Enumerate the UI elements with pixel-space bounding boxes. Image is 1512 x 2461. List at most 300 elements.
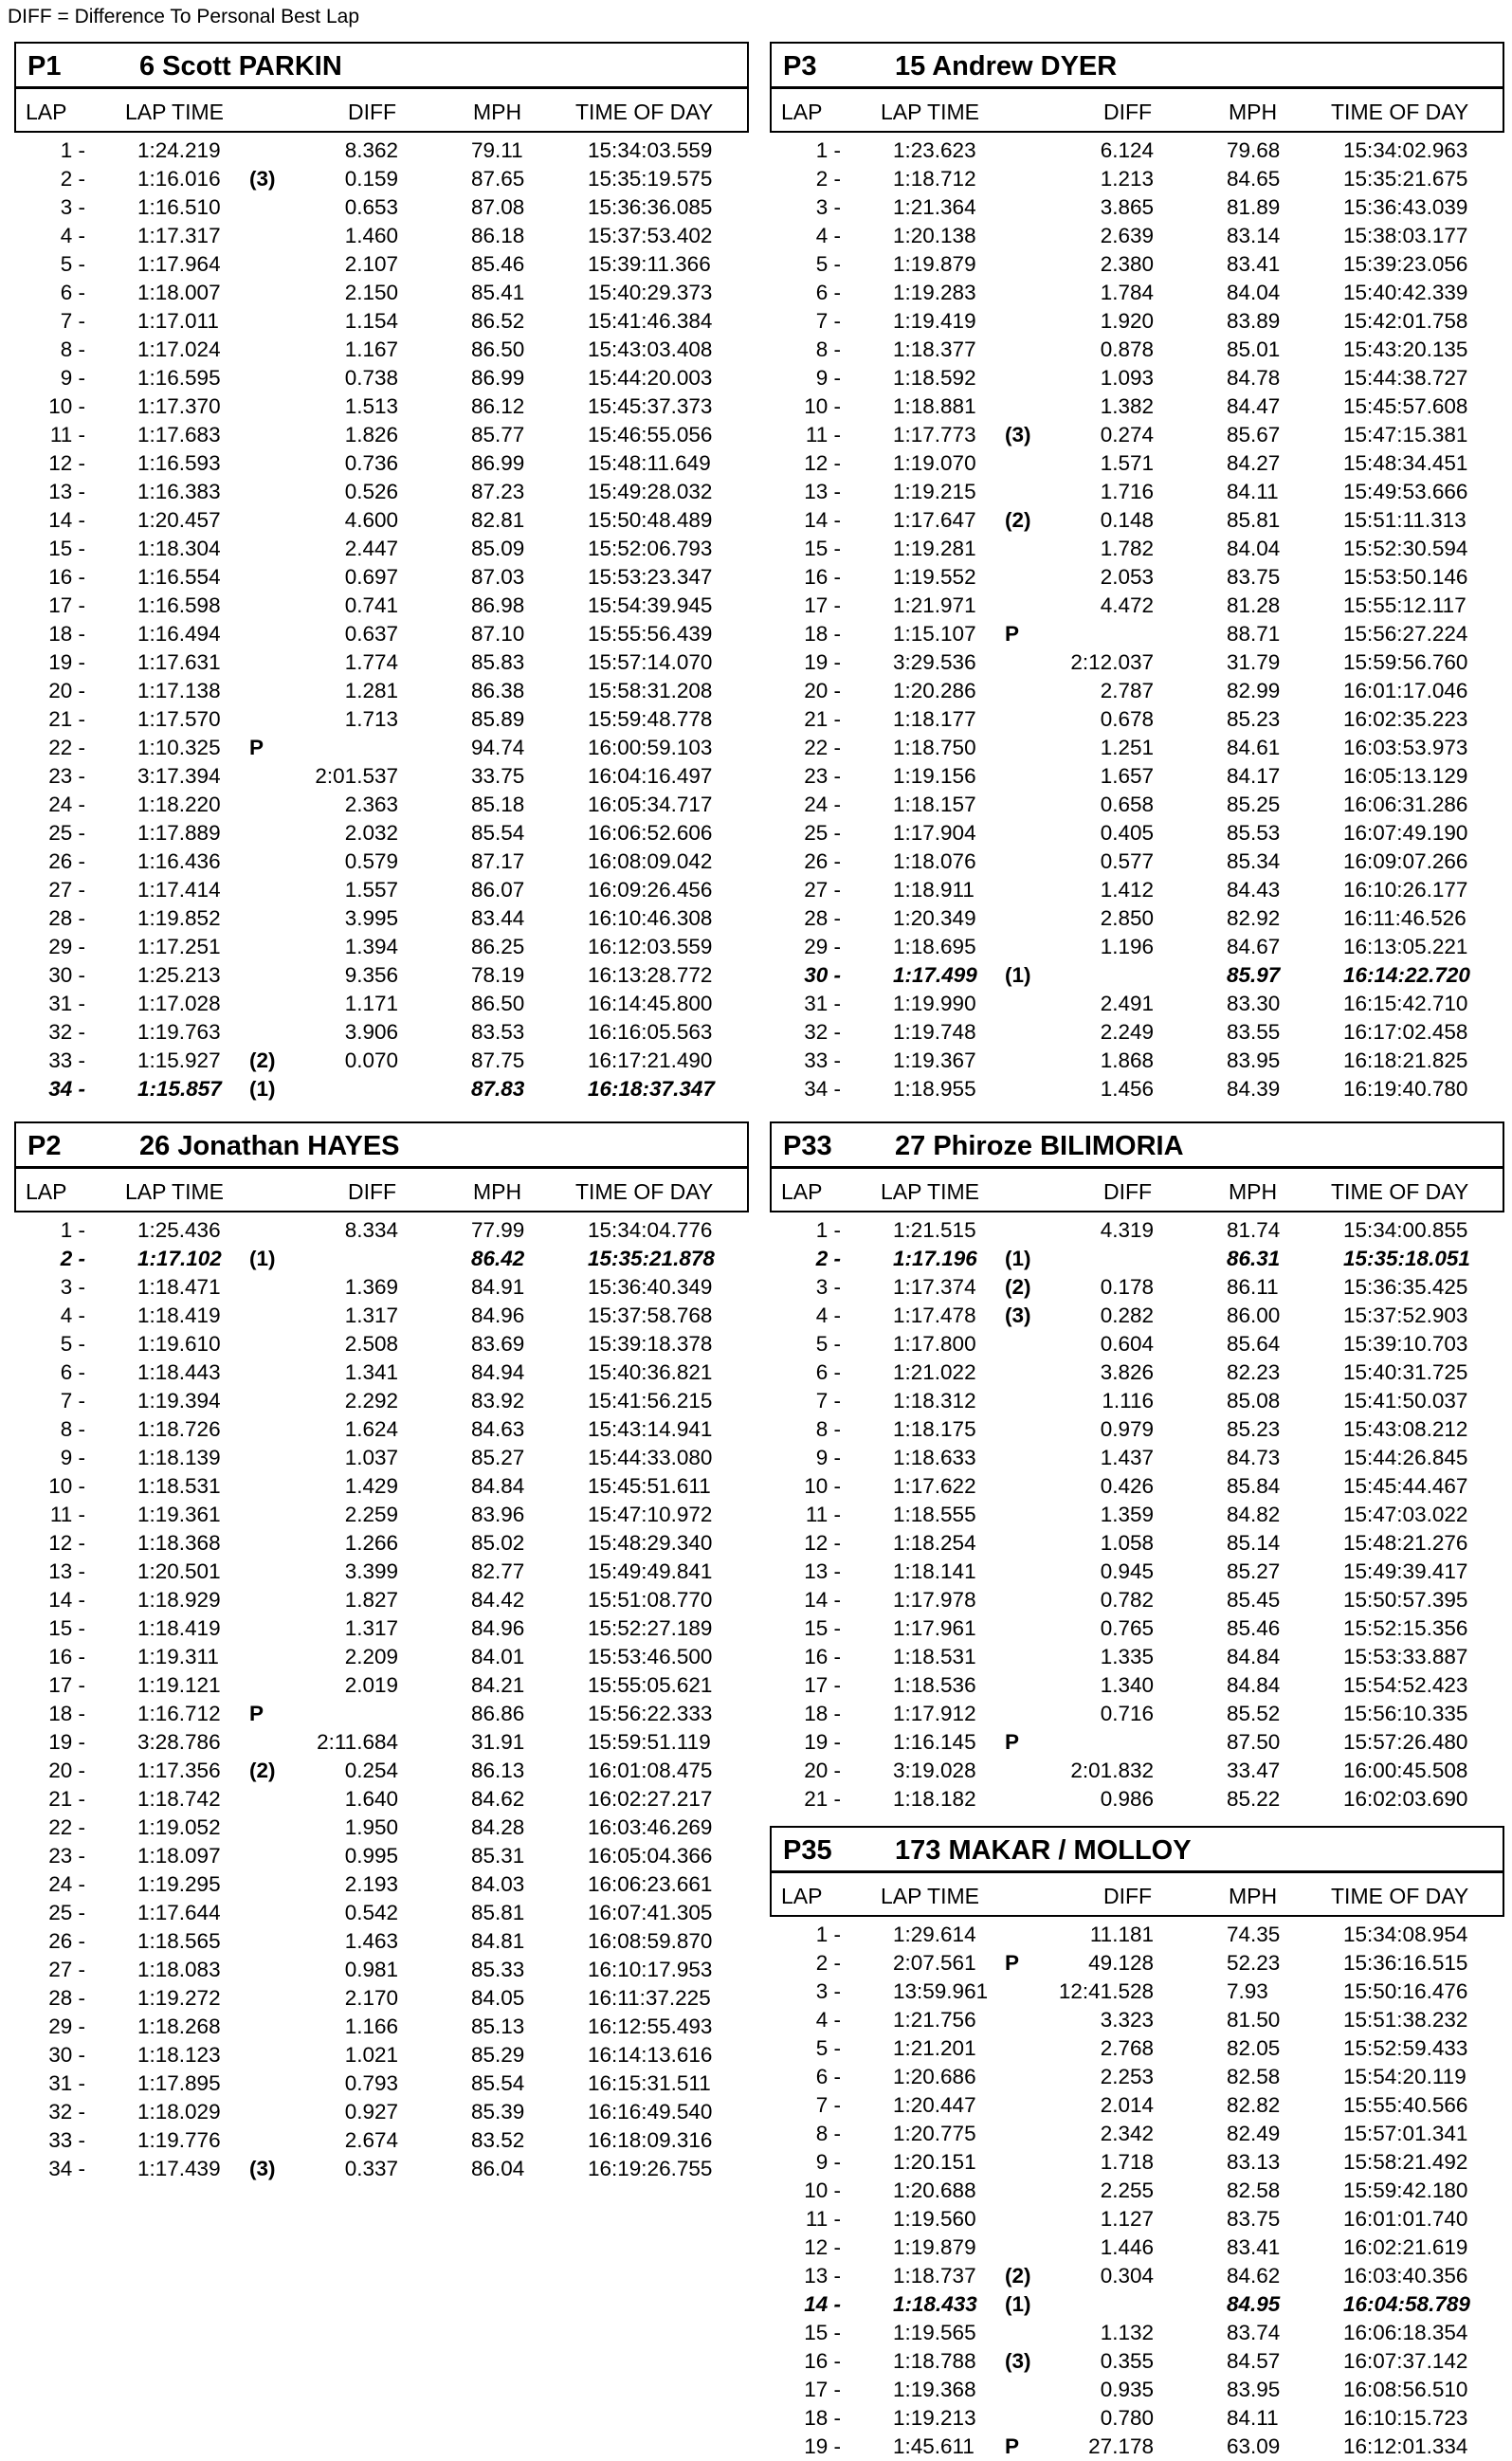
lap-number: 3 - (60, 1275, 85, 1299)
lap-number: 4 - (815, 1303, 841, 1327)
lap-number: 10 - (804, 2178, 841, 2202)
lap-time: 3:29.536 (893, 650, 976, 674)
lap-time-of-day: 15:54:39.945 (588, 593, 713, 617)
lap-time: 1:17.028 (137, 992, 221, 1015)
lap-diff: 2:12.037 (1070, 650, 1154, 674)
lap-diff: 3.323 (1100, 2008, 1154, 2032)
lap-time: 1:17.102 (137, 1247, 222, 1270)
lap-time: 1:19.121 (137, 1673, 221, 1697)
lap-diff: 0.793 (344, 2071, 398, 2095)
lap-diff: 1.557 (344, 878, 398, 902)
lap-time-of-day: 15:35:21.878 (588, 1247, 715, 1270)
lap-time-of-day: 15:57:26.480 (1343, 1730, 1468, 1754)
lap-time: 1:17.196 (893, 1247, 977, 1270)
lap-time: 1:16.712 (137, 1702, 221, 1725)
lap-time: 1:20.138 (893, 224, 976, 247)
lap-row (14, 677, 749, 705)
lap-time: 1:17.889 (137, 821, 221, 845)
lap-mph: 85.29 (471, 2043, 525, 2067)
lap-diff: 0.935 (1100, 2378, 1154, 2401)
lap-time: 1:18.175 (893, 1417, 976, 1441)
finishing-position: P2 (27, 1131, 62, 1161)
lap-number: 10 - (48, 394, 85, 418)
lap-time: 1:18.955 (893, 1077, 976, 1101)
lap-time-of-day: 15:51:38.232 (1343, 2008, 1468, 2032)
lap-row (770, 1978, 1504, 2006)
lap-mph: 82.58 (1227, 2178, 1281, 2202)
lap-diff: 0.653 (344, 195, 398, 219)
lap-time-of-day: 15:56:27.224 (1343, 622, 1468, 646)
lap-time-of-day: 15:34:03.559 (588, 138, 713, 162)
col-diff: DIFF (1103, 100, 1153, 124)
lap-mph: 85.97 (1227, 963, 1281, 987)
lap-diff: 4.600 (344, 508, 398, 532)
lap-time: 1:17.978 (893, 1588, 976, 1612)
lap-diff: 1.359 (1100, 1503, 1154, 1526)
lap-diff: 1.784 (1100, 281, 1154, 304)
lap-mph: 85.39 (471, 2100, 525, 2124)
lap-row (14, 762, 749, 791)
lap-number: 5 - (60, 252, 85, 276)
lap-time: 1:18.083 (137, 1958, 221, 1981)
lap-time: 1:21.022 (893, 1360, 976, 1384)
lap-diff: 0.945 (1100, 1559, 1154, 1583)
lap-number: 24 - (804, 793, 841, 816)
lap-number: 16 - (804, 2349, 841, 2373)
lap-time: 1:19.283 (893, 281, 976, 304)
lap-time-of-day: 15:39:11.366 (588, 252, 711, 276)
lap-diff: 2.363 (344, 793, 398, 816)
lap-time-of-day: 15:41:46.384 (588, 309, 713, 333)
lap-row (14, 1757, 749, 1785)
lap-diff: 0.979 (1100, 1417, 1154, 1441)
lap-mph: 86.25 (471, 935, 525, 958)
lap-time: 1:16.016 (137, 167, 221, 191)
lap-time: 1:16.145 (893, 1730, 976, 1754)
lap-time: 1:17.370 (137, 394, 221, 418)
lap-diff: 1.132 (1100, 2321, 1154, 2344)
lap-mph: 84.62 (471, 1787, 525, 1811)
lap-time-of-day: 15:35:21.675 (1343, 167, 1468, 191)
lap-diff: 0.159 (344, 167, 398, 191)
lap-row (770, 876, 1504, 904)
lap-flag: (2) (1005, 508, 1031, 532)
lap-mph: 85.02 (471, 1531, 525, 1555)
lap-diff: 1.369 (344, 1275, 398, 1299)
lap-mph: 85.01 (1227, 337, 1281, 361)
lap-row (770, 1472, 1504, 1501)
lap-number: 2 - (815, 167, 841, 191)
lap-mph: 87.03 (471, 565, 525, 589)
lap-row (770, 2433, 1504, 2461)
lap-number: 26 - (804, 849, 841, 873)
lap-diff: 1.093 (1100, 366, 1154, 390)
lap-time: 1:19.879 (893, 2235, 976, 2259)
lap-mph: 84.42 (471, 1588, 525, 1612)
lap-time: 1:18.097 (137, 1844, 221, 1868)
lap-mph: 87.23 (471, 480, 525, 503)
lap-diff: 2.259 (344, 1503, 398, 1526)
lap-number: 1 - (815, 138, 841, 162)
best-lap-row (770, 1245, 1504, 1273)
lap-time: 1:18.471 (137, 1275, 221, 1299)
lap-time-of-day: 15:46:55.056 (588, 423, 713, 447)
lap-time-of-day: 15:52:30.594 (1343, 537, 1468, 560)
lap-row (14, 1472, 749, 1501)
lap-diff: 1.058 (1100, 1531, 1154, 1555)
lap-diff: 2.170 (344, 1986, 398, 2010)
lap-mph: 87.75 (471, 1048, 525, 1072)
lap-number: 26 - (48, 849, 85, 873)
lap-diff: 1.716 (1100, 480, 1154, 503)
lap-number: 6 - (60, 1360, 85, 1384)
lap-time: 1:18.555 (893, 1503, 976, 1526)
lap-time: 1:18.157 (893, 793, 976, 816)
lap-time-of-day: 15:57:14.070 (588, 650, 713, 674)
lap-row (14, 2098, 749, 2126)
lap-time-of-day: 16:07:37.142 (1343, 2349, 1468, 2373)
lap-number: 11 - (49, 1503, 85, 1526)
lap-time: 1:18.531 (893, 1645, 976, 1668)
lap-time-of-day: 16:05:13.129 (1343, 764, 1468, 788)
lap-mph: 83.30 (1227, 992, 1281, 1015)
lap-row (770, 336, 1504, 364)
lap-time: 1:19.156 (893, 764, 976, 788)
lap-number: 16 - (48, 1645, 85, 1668)
lap-diff: 2.249 (1100, 1020, 1154, 1044)
lap-diff: 0.738 (344, 366, 398, 390)
lap-mph: 85.45 (1227, 1588, 1281, 1612)
lap-time-of-day: 16:03:40.356 (1343, 2264, 1468, 2288)
lap-number: 25 - (48, 821, 85, 845)
lap-number: 4 - (60, 224, 85, 247)
lap-diff: 0.986 (1100, 1787, 1154, 1811)
lap-diff: 0.274 (1100, 423, 1154, 447)
lap-time-of-day: 15:35:18.051 (1343, 1247, 1470, 1270)
lap-mph: 85.27 (471, 1446, 525, 1469)
lap-row (770, 279, 1504, 307)
lap-row (770, 2148, 1504, 2177)
lap-number: 13 - (804, 480, 841, 503)
lap-diff: 1.394 (344, 935, 398, 958)
lap-diff: 1.624 (344, 1417, 398, 1441)
lap-time-of-day: 15:37:53.402 (588, 224, 713, 247)
lap-number: 12 - (804, 1531, 841, 1555)
lap-row (770, 392, 1504, 421)
lap-row (770, 364, 1504, 392)
lap-time-of-day: 16:06:23.661 (588, 1872, 713, 1896)
lap-number: 7 - (815, 1389, 841, 1413)
lap-row (14, 165, 749, 193)
lap-mph: 81.74 (1227, 1218, 1281, 1242)
lap-mph: 85.18 (471, 793, 525, 816)
lap-time-of-day: 15:59:42.180 (1343, 2178, 1468, 2202)
lap-row (14, 705, 749, 734)
lap-mph: 84.84 (1227, 1673, 1281, 1697)
lap-time-of-day: 15:37:58.768 (588, 1303, 713, 1327)
lap-time: 1:17.356 (137, 1759, 221, 1782)
lap-number: 20 - (48, 679, 85, 702)
lap-number: 10 - (804, 1474, 841, 1498)
lap-time-of-day: 15:36:35.425 (1343, 1275, 1468, 1299)
col-time-of-day: TIME OF DAY (1331, 1884, 1469, 1908)
lap-mph: 79.68 (1227, 138, 1281, 162)
lap-time: 1:18.712 (893, 167, 976, 191)
driver-name: 27 Phiroze BILIMORIA (895, 1131, 1184, 1161)
lap-time: 1:17.912 (893, 1702, 976, 1725)
lap-flag: (3) (1005, 2349, 1031, 2373)
lap-mph: 86.31 (1227, 1247, 1281, 1270)
lap-mph: 86.50 (471, 337, 525, 361)
lap-flag: P (1005, 1730, 1020, 1754)
lap-mph: 86.18 (471, 224, 525, 247)
lap-list (770, 1921, 1504, 2461)
lap-mph: 84.67 (1227, 935, 1281, 958)
lap-mph: 84.39 (1227, 1077, 1281, 1101)
lap-time-of-day: 15:51:08.770 (588, 1588, 713, 1612)
lap-time: 1:17.138 (137, 679, 221, 702)
lap-mph: 85.53 (1227, 821, 1281, 845)
lap-number: 28 - (48, 1986, 85, 2010)
lap-number: 29 - (804, 935, 841, 958)
lap-time-of-day: 16:17:02.458 (1343, 1020, 1468, 1044)
lap-mph: 88.71 (1227, 622, 1281, 646)
lap-row (770, 1921, 1504, 1949)
lap-diff: 0.148 (1100, 508, 1154, 532)
lap-row (770, 2319, 1504, 2347)
col-lap: LAP (781, 1884, 823, 1908)
lap-diff: 2.032 (344, 821, 398, 845)
lap-diff: 0.697 (344, 565, 398, 589)
lap-time: 1:17.011 (137, 309, 219, 333)
lap-time: 1:18.695 (893, 935, 976, 958)
lap-number: 33 - (48, 1048, 85, 1072)
lap-time-of-day: 16:12:01.334 (1343, 2434, 1468, 2458)
lap-time: 1:45.611 (893, 2434, 975, 2458)
lap-diff: 2:01.537 (315, 764, 398, 788)
lap-row (770, 933, 1504, 961)
lap-time-of-day: 16:09:26.456 (588, 878, 713, 902)
lap-time-of-day: 15:53:50.146 (1343, 565, 1468, 589)
lap-number: 20 - (804, 1759, 841, 1782)
lap-row (770, 1785, 1504, 1814)
col-mph: MPH (1229, 100, 1278, 124)
lap-time: 1:17.644 (137, 1901, 221, 1924)
lap-time: 1:17.961 (893, 1616, 976, 1640)
lap-number: 17 - (804, 593, 841, 617)
lap-diff: 1.335 (1100, 1645, 1154, 1668)
lap-time: 1:19.367 (893, 1048, 976, 1072)
lap-mph: 85.09 (471, 537, 525, 560)
lap-mph: 82.81 (471, 508, 525, 532)
lap-number: 32 - (48, 2100, 85, 2124)
lap-time-of-day: 16:09:07.266 (1343, 849, 1468, 873)
lap-number: 34 - (804, 1077, 841, 1101)
lap-time: 1:16.593 (137, 451, 221, 475)
lap-number: 8 - (60, 337, 85, 361)
lap-mph: 85.33 (471, 1958, 525, 1981)
lap-number: 7 - (815, 309, 841, 333)
lap-number: 30 - (48, 2043, 85, 2067)
lap-row (770, 193, 1504, 222)
lap-time-of-day: 15:49:39.417 (1343, 1559, 1468, 1583)
lap-row (770, 848, 1504, 876)
lap-time: 1:21.971 (893, 593, 976, 617)
lap-row (14, 1927, 749, 1956)
lap-mph: 82.49 (1227, 2122, 1281, 2145)
lap-time: 1:17.478 (893, 1303, 976, 1327)
lap-time: 1:15.107 (893, 622, 976, 646)
lap-number: 11 - (805, 423, 841, 447)
lap-mph: 84.28 (471, 1815, 525, 1839)
lap-number: 19 - (804, 650, 841, 674)
lap-diff: 11.181 (1089, 1923, 1154, 1946)
lap-time-of-day: 16:10:17.953 (588, 1958, 713, 1981)
lap-time: 1:17.024 (137, 337, 221, 361)
lap-time: 1:18.633 (893, 1446, 976, 1469)
lap-time-of-day: 15:39:10.703 (1343, 1332, 1468, 1356)
lap-mph: 87.17 (471, 849, 525, 873)
lap-row (770, 2120, 1504, 2148)
lap-number: 26 - (48, 1929, 85, 1953)
lap-row (770, 734, 1504, 762)
lap-time-of-day: 16:16:05.563 (588, 1020, 713, 1044)
lap-row (770, 535, 1504, 563)
lap-row (14, 1415, 749, 1444)
lap-mph: 82.77 (471, 1559, 525, 1583)
col-diff: DIFF (1103, 1179, 1153, 1204)
lap-time-of-day: 15:57:01.341 (1343, 2122, 1468, 2145)
lap-time: 1:18.304 (137, 537, 221, 560)
lap-row (770, 1018, 1504, 1047)
lap-row (14, 421, 749, 449)
lap-number: 18 - (804, 2406, 841, 2430)
lap-mph: 84.43 (1227, 878, 1281, 902)
lap-number: 25 - (804, 821, 841, 845)
lap-diff: 2.380 (1100, 252, 1154, 276)
lap-row (14, 1302, 749, 1330)
lap-row (14, 1586, 749, 1614)
lap-time-of-day: 16:14:22.720 (1343, 963, 1470, 987)
lap-mph: 33.75 (471, 764, 525, 788)
lap-mph: 82.92 (1227, 906, 1281, 930)
lap-row (770, 1444, 1504, 1472)
lap-time-of-day: 16:10:46.308 (588, 906, 713, 930)
lap-row (14, 1047, 749, 1075)
lap-time: 1:17.570 (137, 707, 221, 731)
lap-time: 1:17.374 (893, 1275, 976, 1299)
lap-diff: 0.604 (1100, 1332, 1154, 1356)
lap-time: 1:18.726 (137, 1417, 221, 1441)
lap-diff: 1.827 (344, 1588, 398, 1612)
lap-diff: 2.150 (344, 281, 398, 304)
lap-row (14, 1501, 749, 1529)
lap-row (14, 392, 749, 421)
lap-time: 1:18.911 (893, 878, 975, 902)
column-header-row (770, 1870, 1504, 1917)
lap-time-of-day: 16:00:59.103 (588, 736, 713, 759)
lap-number: 1 - (815, 1218, 841, 1242)
lap-time: 1:19.052 (137, 1815, 221, 1839)
lap-time-of-day: 15:45:37.373 (588, 394, 713, 418)
lap-diff: 1.251 (1100, 736, 1154, 759)
lap-time: 1:21.201 (893, 2036, 976, 2060)
lap-row (14, 791, 749, 819)
lap-diff: 1.456 (1100, 1077, 1154, 1101)
lap-time-of-day: 15:48:29.340 (588, 1531, 713, 1555)
lap-number: 17 - (804, 1673, 841, 1697)
lap-time-of-day: 15:53:46.500 (588, 1645, 713, 1668)
lap-number: 31 - (804, 992, 841, 1015)
lap-time-of-day: 15:42:01.758 (1343, 309, 1468, 333)
lap-time: 1:19.272 (137, 1986, 221, 2010)
lap-mph: 86.52 (471, 309, 525, 333)
lap-time: 1:17.622 (893, 1474, 976, 1498)
lap-time-of-day: 15:36:40.349 (588, 1275, 713, 1299)
lap-time-of-day: 15:52:27.189 (588, 1616, 713, 1640)
lap-row (770, 677, 1504, 705)
lap-diff: 1.166 (344, 2014, 398, 2038)
lap-number: 6 - (815, 281, 841, 304)
lap-time: 1:21.364 (893, 195, 976, 219)
lap-diff: 1.317 (344, 1616, 398, 1640)
lap-time: 1:21.756 (893, 2008, 976, 2032)
lap-time-of-day: 15:36:43.039 (1343, 195, 1468, 219)
lap-number: 11 - (805, 1503, 841, 1526)
lap-time: 1:16.436 (137, 849, 221, 873)
lap-time: 1:17.773 (893, 423, 976, 447)
col-lap-time: LAP TIME (125, 100, 224, 124)
panel-header (14, 42, 749, 89)
lap-time: 1:19.776 (137, 2128, 221, 2152)
lap-time: 1:17.895 (137, 2071, 221, 2095)
lap-row (770, 1501, 1504, 1529)
lap-time: 1:18.007 (137, 281, 221, 304)
lap-flag: P (249, 1702, 264, 1725)
lap-mph: 85.25 (1227, 793, 1281, 816)
driver-name: 173 MAKAR / MOLLOY (895, 1835, 1192, 1866)
lap-row (14, 1529, 749, 1558)
lap-number: 31 - (48, 2071, 85, 2095)
lap-time: 1:19.748 (893, 1020, 976, 1044)
lap-diff: 0.282 (1100, 1303, 1154, 1327)
lap-number: 13 - (48, 480, 85, 503)
lap-row (770, 1757, 1504, 1785)
lap-diff: 49.128 (1088, 1951, 1154, 1975)
lap-flag: P (1005, 2434, 1020, 2458)
lap-time: 1:10.325 (137, 736, 221, 759)
lap-time: 2:07.561 (893, 1951, 976, 1975)
lap-time: 1:18.141 (893, 1559, 976, 1583)
lap-number: 34 - (48, 2157, 85, 2180)
lap-diff: 1.713 (344, 707, 398, 731)
lap-number: 1 - (60, 1218, 85, 1242)
lap-row (770, 2205, 1504, 2233)
lap-time: 1:17.499 (893, 963, 977, 987)
lap-diff: 1.950 (344, 1815, 398, 1839)
lap-row (770, 165, 1504, 193)
lap-diff: 0.780 (1100, 2406, 1154, 2430)
lap-number: 15 - (48, 1616, 85, 1640)
lap-diff: 1.281 (344, 679, 398, 702)
lap-mph: 7.93 (1227, 1979, 1268, 2003)
lap-time-of-day: 16:17:21.490 (588, 1048, 713, 1072)
finishing-position: P1 (27, 51, 62, 82)
lap-mph: 85.84 (1227, 1474, 1281, 1498)
lap-row (770, 762, 1504, 791)
lap-diff: 1.196 (1100, 935, 1154, 958)
lap-time-of-day: 15:48:21.276 (1343, 1531, 1468, 1555)
